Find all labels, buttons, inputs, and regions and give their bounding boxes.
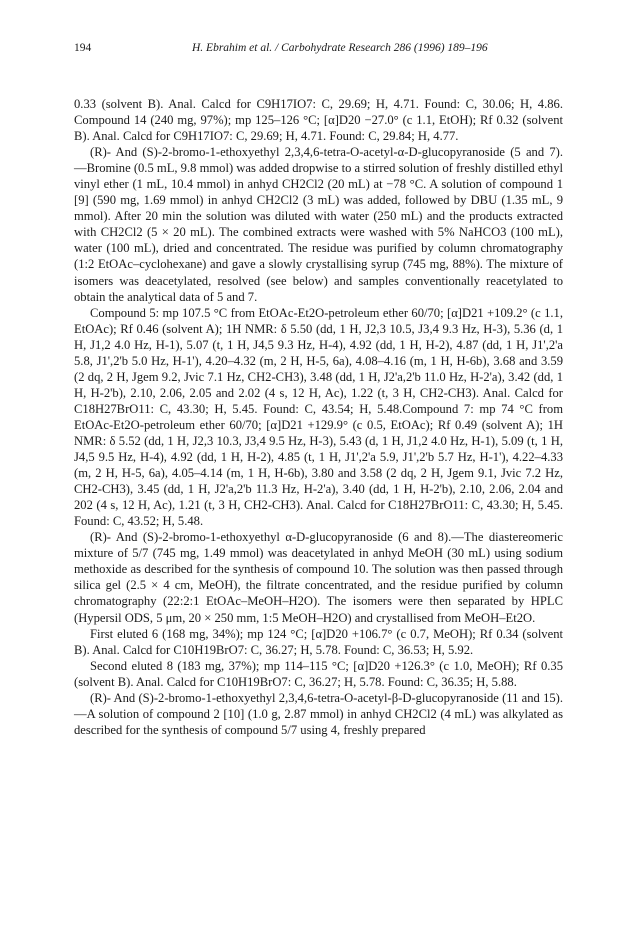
paragraph-first-eluted-6: First eluted 6 (168 mg, 34%); mp 124 °C; [α]D20 +106.7° (c 0.7, MeOH); Rf 0.34 (solvent B). Anal. Calcd for C10H19BrO7: C, 36.27; H, 5.78. Found: C, 36.53; H, 5.92.: [74, 626, 563, 657]
paragraph-second-eluted-8: Second eluted 8 (183 mg, 37%); mp 114–115 °C; [α]D20 +126.3° (c 1.0, MeOH); Rf 0.35 (solvent B). Anal. Calcd for C10H19BrO7: C, 36.27; H, 5.78. Found: C, 36.35; H, 5.88.: [74, 658, 563, 689]
paragraph-compound-14-analysis: 0.33 (solvent B). Anal. Calcd for C9H17IO7: C, 29.69; H, 4.71. Found: C, 30.06; H, 4.86. Compound 14 (240 mg, 97%); mp 125–126 °C; [α]D20 −27.0° (c 1.1, EtOH); Rf 0.32 (solvent B). Anal. Calcd for C9H17IO7: C, 29.69; H, 4.71. Found: C, 29.84; H, 4.77.: [74, 97, 563, 144]
paragraph-compound-5-7-data: Compound 5: mp 107.5 °C from EtOAc-Et2O-petroleum ether 60/70; [α]D21 +109.2° (c 1.1, EtOAc); Rf 0.46 (solvent A); 1H NMR: δ 5.50 (dd, 1 H, J2,3 10.5, J3,4 9.3 Hz, H-3), 5.36 (d, 1 H, J1,2 4.0 Hz, H-1), 5.07 (t, 1 H, J4,5 9.3 Hz, H-4), 4.92 (dd, 1 H, H-2), 4.87 (dd, 1 H, J1',2'a 5.8, J1',2'b 5.0 Hz, H-1'), 4.20–4.32 (m, 2 H, H-5, 6a), 4.08–4.16 (m, 1 H, H-6b), 3.68 and 3.59 (2 dq, 2 H, Jgem 9.2, Jvic 7.1 Hz, CH2-CH3), 3.48 (dd, 1 H, J2'a,2'b 11.0 Hz, H-2'a), 3.42 (dd, 1 H, H-2'b), 2.10, 2.06, 2.05 and 2.02 (4 s, 12 H, Ac), 1.22 (t, 3 H, CH2-CH3). Anal. Calcd for C18H27BrO11: C, 43.30; H, 5.45. Found: C, 43.54; H, 5.48.Compound 7: mp 74 °C from EtOAc-Et2O-petroleum ether 60/70; [α]D21 +129.9° (c 0.5, EtOAc); Rf 0.49 (solvent A); 1H NMR: δ 5.52 (dd, 1 H, J2,3 10.3, J3,4 9.5 Hz, H-3), 5.43 (d, 1 H, J1,2 4.0 Hz, H-1), 5.09 (t, 1 H, J4,5 9.5 Hz, H-4), 4.92 (dd, 1 H, H-2), 4.85 (t, 1 H, J1',2'a 5.9, J1',2'b 5.7 Hz, H-1'), 4.22–4.33 (m, 2 H, H-5, 6a), 4.05–4.14 (m, 1 H, H-6b), 3.80 and 3.58 (2 dq, 2 H, Jgem 9.1, Jvic 7.2 Hz, CH2-CH3), 3.45 (dd, 1 H, J2'a,2'b 11.3 Hz, H-2'a), 3.40 (dd, 1 H, H-2'b), 2.10, 2.06, 2.04 and 202 (4 s, 12 H, Ac), 1.21 (t, 3 H, CH2-CH3). Anal. Calcd for C18H27BrO11: C, 43.30; H, 5.45. Found: C, 43.52; H, 5.48.: [74, 305, 563, 529]
page-header: [74, 42, 563, 58]
paragraph-synthesis-11-15: (R)- And (S)-2-bromo-1-ethoxyethyl 2,3,4,6-tetra-O-acetyl-β-D-glucopyranoside (11 and 15).—A solution of compound 2 [10] (1.0 g, 2.87 mmol) in anhyd CH2Cl2 (4 mL) was alkylated as described for the synthesis of compound 5/7 using 4, freshly prepared: [74, 690, 563, 737]
paragraph-synthesis-6-8: (R)- And (S)-2-bromo-1-ethoxyethyl α-D-glucopyranoside (6 and 8).—The diastereomeric mixture of 5/7 (745 mg, 1.49 mmol) was deacetylated in anhyd MeOH (30 mL) using sodium methoxide as described for the synthesis of compound 10. The solution was then passed through silica gel (2.5 × 4 cm, MeOH), the filtrate concentrated, and the residue purified by column chromatography (22:2:1 EtOAc–MeOH–H2O). The isomers were then separated by HPLC (Hypersil ODS, 5 μm, 20 × 250 mm, 1:5 MeOH–H2O) and crystallised from MeOH–Et2O.: [74, 530, 563, 625]
article-body: [74, 96, 563, 738]
paragraph-synthesis-5-7: (R)- And (S)-2-bromo-1-ethoxyethyl 2,3,4,6-tetra-O-acetyl-α-D-glucopyranoside (5 and 7).—Bromine (0.5 mL, 9.8 mmol) was added dropwise to a stirred solution of freshly distilled ethyl vinyl ether (1 mL, 10.4 mmol) in anhyd CH2Cl2 (20 mL) at −78 °C. A solution of compound 1 [9] (590 mg, 1.69 mmol) in anhyd CH2Cl2 (3 mL) was added, followed by DBU (1.35 mL, 9 mmol). After 20 min the solution was diluted with water (250 mL) and the products extracted with CH2Cl2 (5 × 20 mL). The combined extracts were washed with 5% NaHCO3 (100 mL), water (100 mL), dried and concentrated. The residue was purified by column chromatography (1:2 EtOAc–cyclohexane) and gave a slowly crystallising syrup (745 mg, 88%). The mixture of isomers was deacetylated, resolved (see below) and samples conventionally reacetylated to obtain the analytical data of 5 and 7.: [74, 145, 563, 304]
page-number: 194: [74, 42, 92, 54]
running-head: H. Ebrahim et al. / Carbohydrate Research 286 (1996) 189–196: [192, 42, 488, 54]
